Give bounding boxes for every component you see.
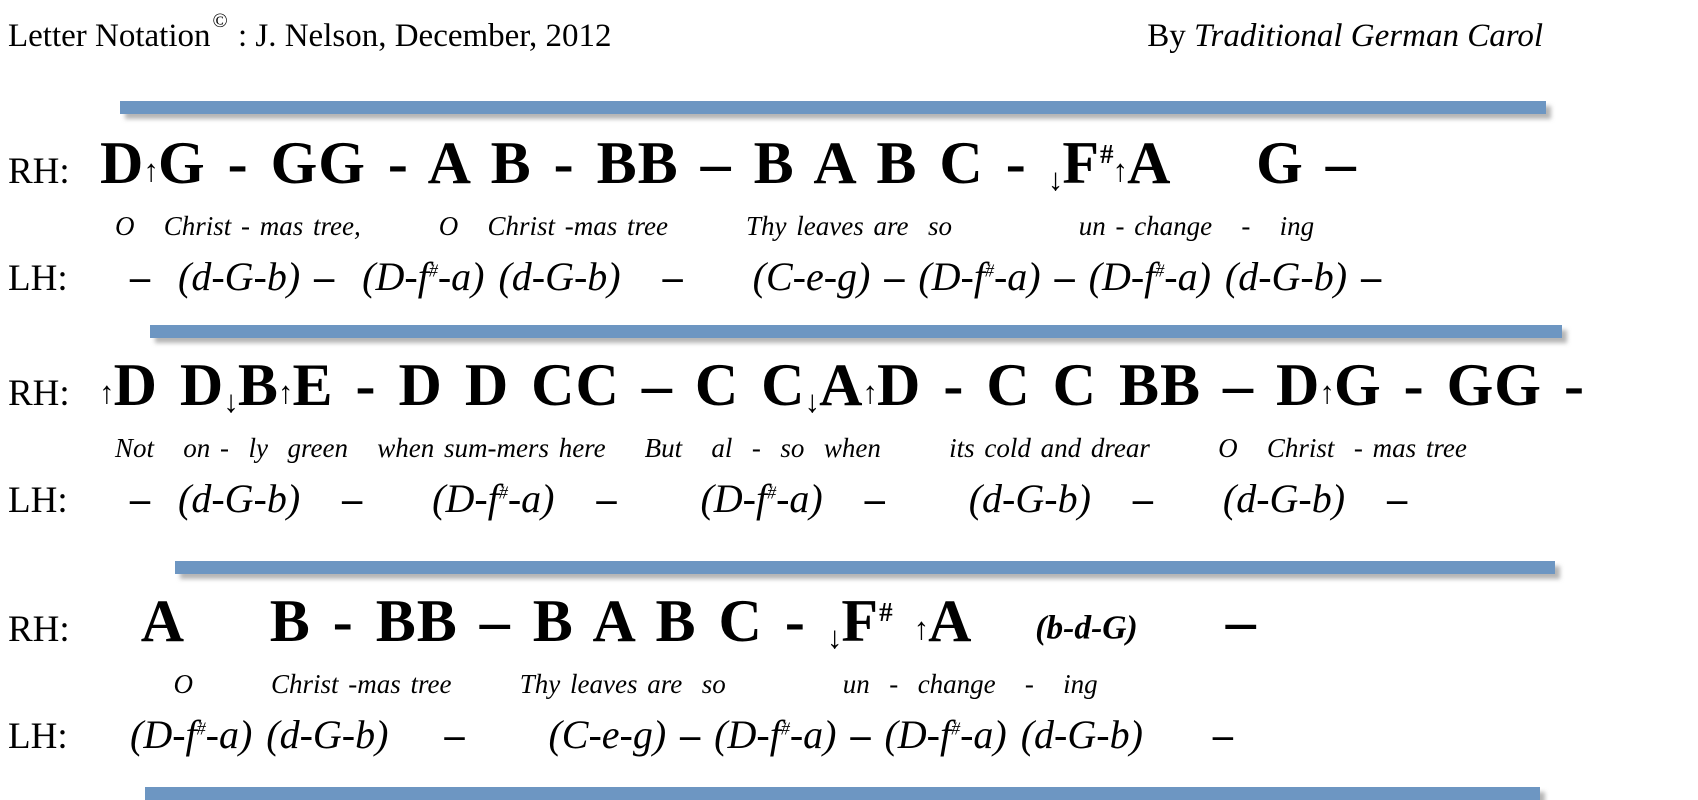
sharp-symbol: # [428, 260, 438, 281]
page-title: Letter Notation [8, 18, 211, 54]
verse-section-1 [0, 128, 1698, 303]
sharp-symbol: # [780, 718, 790, 739]
verse-section-2 [0, 350, 1698, 525]
lyrics-line: Not on - ly green when sum-mers here But al - so when its cold and drear O Christ - mas tree [115, 432, 1467, 463]
sharp-symbol: # [767, 482, 777, 503]
octave-up-arrow-icon: ↑ [1112, 153, 1129, 189]
hold-dash: – [342, 475, 363, 521]
section-divider-bar [150, 325, 1562, 338]
rh-label: RH: [8, 151, 70, 192]
byline-prefix: By [1147, 18, 1194, 54]
hold-dash: – [641, 351, 673, 418]
hold-dash: – [1212, 711, 1233, 757]
lh-chords-line: (D-f#-a) (d-G-b) – (C-e-g) – (D-f#-a) – (D-f#-a) (d-G-b) – [130, 711, 1233, 757]
right-hand-row [0, 586, 1698, 673]
octave-down-arrow-icon: ↓ [1047, 161, 1064, 197]
lyrics-line: O Christ -mas tree Thy leaves are so un - change - ing [115, 668, 1098, 699]
hold-dash: – [1132, 475, 1153, 521]
right-hand-row [0, 350, 1698, 437]
inline-chord: (b-d-G) [1035, 609, 1138, 647]
hold-dash: – [596, 475, 617, 521]
hold-dash: – [680, 711, 701, 757]
hold-dash: – [884, 253, 905, 299]
left-hand-row [0, 251, 1698, 303]
byline [1147, 14, 1543, 58]
hold-dash: – [1225, 587, 1257, 654]
octave-down-arrow-icon: ↓ [826, 619, 843, 655]
right-hand-row [0, 128, 1698, 215]
rh-label: RH: [8, 372, 70, 414]
copyright-symbol: © [212, 10, 228, 32]
rh-notes-line: ↑D D↓B↑E - D D CC – C C↓A↑D - C C BB – D↑G - GG - [99, 351, 1585, 419]
title-author-date: : J. Nelson, December, 2012 [229, 18, 612, 54]
rh-label: RH: [8, 608, 70, 650]
title-line [8, 10, 612, 62]
octave-up-arrow-icon: ↑ [1319, 375, 1335, 411]
rh-notes-line: D↑G - GG - A B - BB – B A B C - ↓F#↑A G – [100, 130, 1357, 197]
hold-dash: – [130, 253, 150, 299]
hold-dash: – [1361, 253, 1382, 299]
lh-label: LH: [8, 257, 68, 299]
lyrics-line: O Christ - mas tree, O Christ -mas tree Thy leaves are so un - change - ing [115, 210, 1315, 241]
lh-chords-line: – (d-G-b) – (D-f#-a) – (D-f#-a) – (d-G-b) – (d-G-b) – [130, 475, 1408, 521]
octave-up-arrow-icon: ↑ [862, 375, 879, 411]
hold-dash: – [1054, 253, 1075, 299]
hold-dash: – [444, 711, 465, 757]
section-divider-bar [175, 561, 1555, 574]
verse-section-3 [0, 586, 1698, 761]
section-divider-bar [120, 101, 1546, 114]
page-header [0, 10, 1698, 62]
sharp-symbol: # [951, 718, 961, 739]
hold-dash: – [314, 253, 335, 299]
sharp-symbol: # [498, 482, 508, 503]
hold-dash: – [700, 130, 732, 196]
hold-dash: – [1387, 475, 1408, 521]
hold-dash: – [479, 587, 511, 654]
hold-dash: – [1325, 130, 1357, 196]
sharp-symbol: # [1155, 260, 1165, 281]
hold-dash: – [864, 475, 885, 521]
hold-dash: – [130, 475, 150, 521]
lh-label: LH: [8, 479, 68, 521]
octave-up-arrow-icon: ↑ [143, 153, 159, 189]
lh-chords-line: – (d-G-b) – (D-f#-a) (d-G-b) – (C-e-g) – (D-f#-a) – (D-f#-a) (d-G-b) – [130, 253, 1382, 299]
octave-down-arrow-icon: ↓ [223, 383, 239, 419]
left-hand-row [0, 709, 1698, 761]
sharp-symbol: # [196, 718, 206, 739]
rh-notes-line: A B - BB – B A B C - ↓F# ↑A (b-d-G) – [100, 587, 1257, 655]
hold-dash: – [1223, 351, 1255, 418]
octave-down-arrow-icon: ↓ [804, 383, 821, 419]
hold-dash: – [662, 253, 683, 299]
sharp-symbol: # [879, 596, 893, 627]
left-hand-row [0, 473, 1698, 525]
section-divider-bar [145, 787, 1540, 800]
octave-up-arrow-icon: ↑ [913, 611, 930, 647]
lh-label: LH: [8, 715, 68, 757]
hold-dash: – [850, 711, 871, 757]
octave-up-arrow-icon: ↑ [99, 375, 115, 411]
octave-up-arrow-icon: ↑ [277, 375, 294, 411]
sharp-symbol: # [1099, 138, 1114, 169]
sharp-symbol: # [984, 260, 994, 281]
byline-author: Traditional German Carol [1194, 18, 1543, 54]
